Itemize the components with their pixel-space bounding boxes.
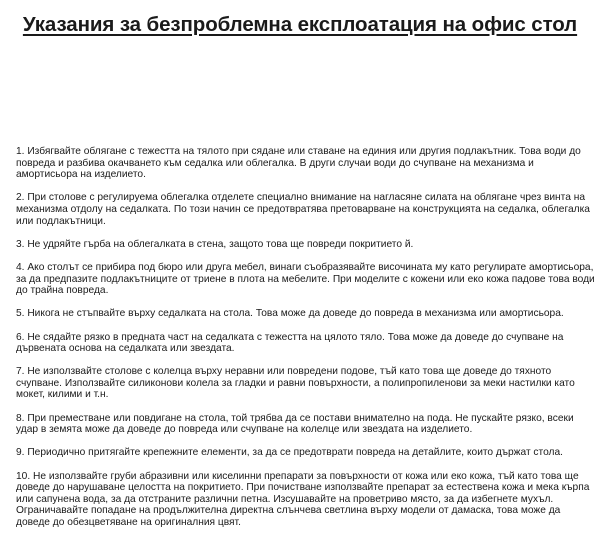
instruction-item-8: 8. При преместване или повдигане на стола, той трябва да се постави внимателно на пода. Не пускайте рязко, всеки удар в земята може да доведе до повреда или счупване на колелце или звездата на изделието. — [16, 412, 574, 436]
instruction-item-2: 2. При столове с регулируема облегалка отделете специално внимание на нагласяне силата на облягане чрез винта на механизма отдолу на седалката. По този начин се предотвратява претоварване на конструкцията на седалка, облегалка или подлакътници. — [16, 192, 590, 227]
instruction-item-10: 10. Не използвайте груби абразивни или киселинни препарати за повърхности от кожа или еко кожа, тъй като това ще доведе до нарушаване целостта на покритието. При почистване използвайте препарат за естествена кожа и мека кърпа или сапунена вода, за да отстраните различни петна. Изсушавайте на проветриво място, за да избегнете мухъл. Ограничавайте попадане на продължителна директна слънчева светлина върху модели от дамаска, това може да доведе до обезцветяване на оригиналния цвят. — [16, 470, 590, 528]
instructions-list — [16, 146, 596, 540]
document-title: Указания за безпроблемна експлоатация на офис стол — [22, 13, 578, 36]
instruction-item-7: 7. Не използвайте столове с колелца върху неравни или повредени подове, тъй като това ще доведе до тяхното счупване. Използвайте силиконови колела за гладки и равни повърхности, а полипропиленови за меки настилки като мокет, килими и т.н. — [16, 366, 575, 401]
instruction-item-3: 3. Не удряйте гърба на облегалката в стена, защото това ще повреди покритието й. — [16, 238, 414, 250]
instruction-item-5: 5. Никога не стъпвайте върху седалката на стола. Това може да доведе до повреда в механизма или амортисьора. — [16, 308, 564, 320]
instruction-item-4: 4. Ако столът се прибира под бюро или друга мебел, винаги съобразявайте височината му като регулирате амортисьора, за да предпазите подлакътниците от триене в плота на мебелите. При моделите с кожени или еко кожа падове това води до трайна повреда. — [16, 261, 595, 297]
instruction-item-9: 9. Периодично притягайте крепежните елементи, за да се предотврати повреда на детайлите, които държат стола. — [16, 447, 563, 459]
instruction-item-1: 1. Избягвайте облягане с тежестта на тялото при сядане или ставане на единия или другия подлакътник. Това води до повреда и разбива окачването към седалка или облегалка. В други случаи води до счупване на механизма и амортисьора на изделието. — [16, 146, 581, 181]
instruction-item-6: 6. Не сядайте рязко в предната част на седалката с тежестта на цялото тяло. Това може да доведе до счупване на дървената основа на седалката или звездата. — [16, 331, 564, 355]
